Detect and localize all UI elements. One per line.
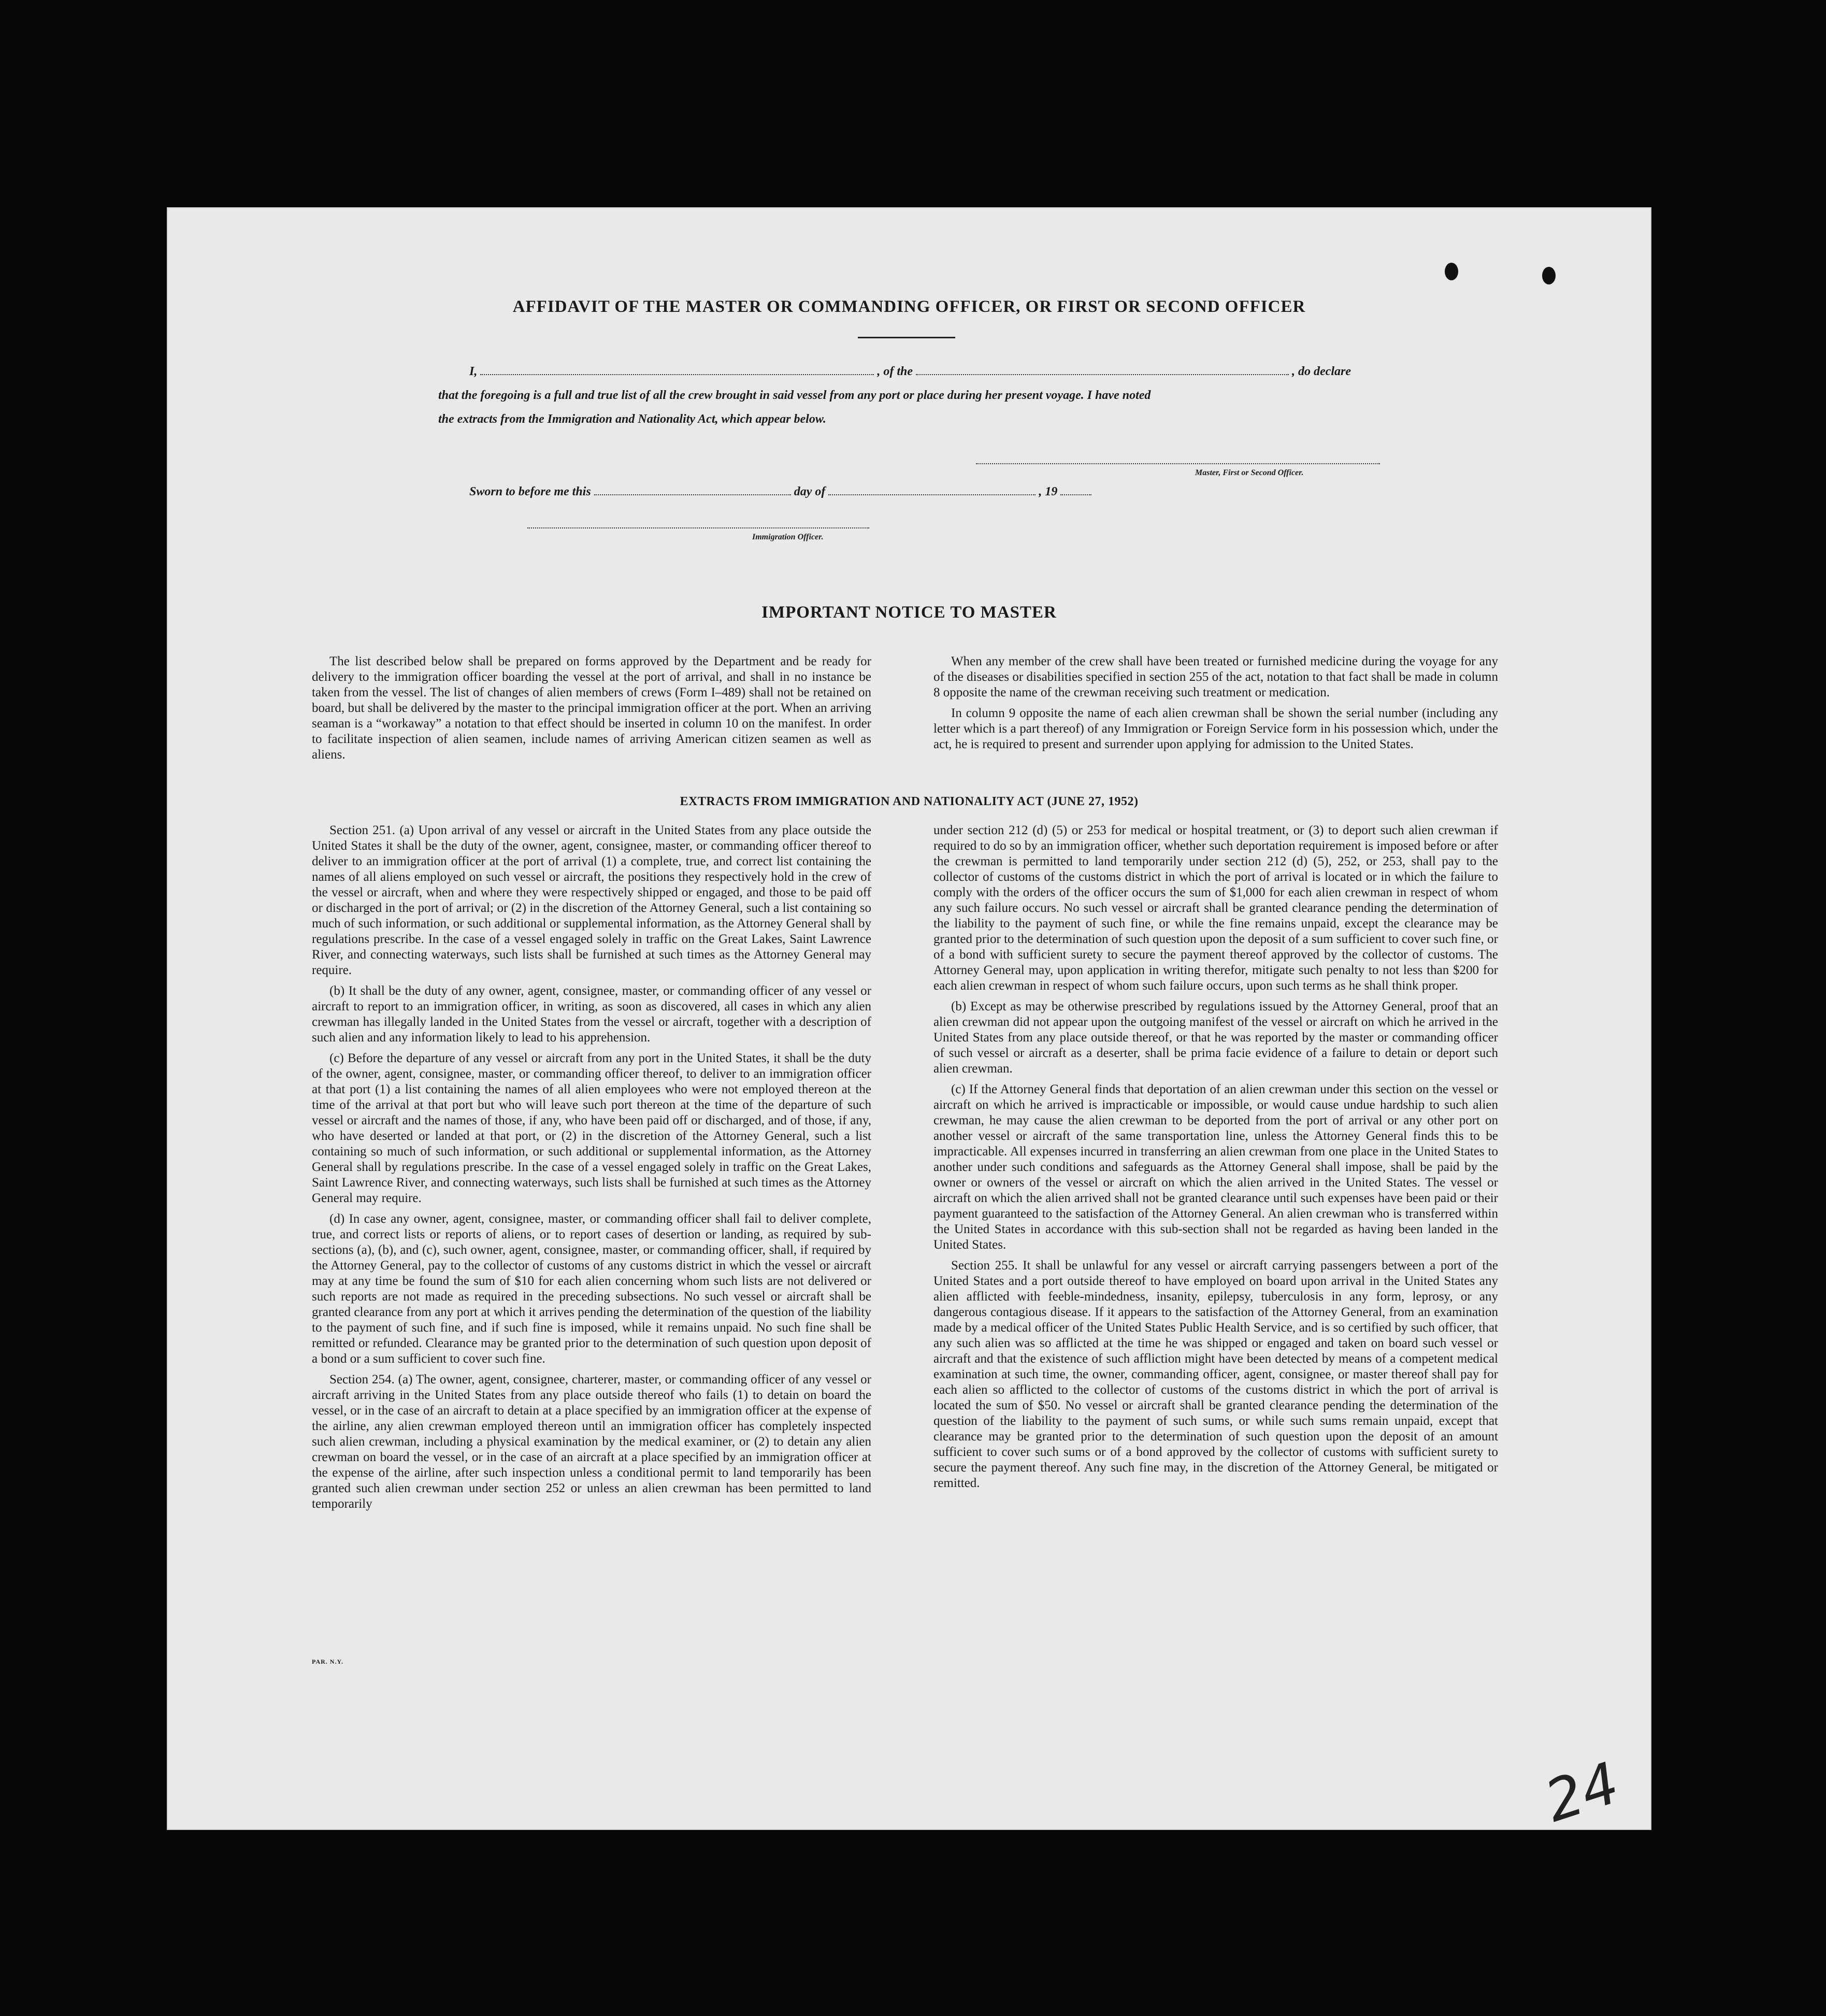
section-254-b: (b) Except as may be otherwise prescribed by regulations issued by the Attorney General, proof that an alien crewman did not appear upon the outgoing manifest of the vessel or aircraft on which he arrived in the United States from any place outside thereof, or that he was reported by the master or commanding officer of such vessel or aircraft as a deserter, shall be prima facie evidence of a failure to detain or deport such alien crewman.: [933, 999, 1498, 1076]
decl-i: I,: [469, 365, 478, 378]
declaration-line-2: that the foregoing is a full and true list of all the crew brought in said vessel from any port or place during her present voyage. I have noted: [438, 389, 1151, 402]
notice-right-paragraph-2: In column 9 opposite the name of each alien crewman shall be shown the serial number (including any letter which is a part thereof) of any Immigration or Foreign Service form in his possession which, under the act, he is required to present and surrender upon applying for admission to the United States.: [933, 706, 1498, 751]
notice-right-column: [933, 654, 1498, 752]
notice-title: IMPORTANT NOTICE TO MASTER: [761, 603, 1057, 622]
sworn-year-blank: [1060, 494, 1091, 495]
sworn-line: [469, 485, 1246, 499]
extracts-title: EXTRACTS FROM IMMIGRATION AND NATIONALITY ACT (JUNE 27, 1952): [680, 795, 1139, 808]
punch-hole-left: [1445, 263, 1458, 280]
section-251-b: (b) It shall be the duty of any owner, agent, consignee, master, or commanding officer of any vessel or aircraft to report to an immigration officer, in writing, as soon as discovered, all cases in which any alien crewman has illegally landed in the United States from the vessel or aircraft, together with a description of such alien and any information likely to lead to his apprehension.: [312, 984, 871, 1045]
declaration-line-3: the extracts from the Immigration and Nationality Act, which appear below.: [438, 412, 826, 426]
section-251-a: Section 251. (a) Upon arrival of any vessel or aircraft in the United States from any place outside the United States it shall be the duty of the owner, agent, consignee, master, or commanding officer thereof to deliver to an immigration officer at the port of arrival (1) a complete, true, and correct list containing the names of all aliens employed on such vessel or aircraft, the positions they respectively hold in the crew of the vessel or aircraft, when and where they were respectively shipped or engaged, and those to be paid off or discharged in the port of arrival; or (2) in the discretion of the Attorney General, such a list containing so much of such information, or such additional or supplemental information, as the Attorney General shall by regulations prescribe. In the case of a vessel engaged solely in traffic on the Great Lakes, Saint Lawrence River, and connecting waterways, such lists shall be furnished at such times as the Attorney General may require.: [312, 823, 871, 977]
decl-do-declare: , do declare: [1292, 365, 1351, 378]
decl-of-the: , of the: [877, 365, 913, 378]
year-prefix: , 19: [1039, 485, 1058, 498]
sworn-text: Sworn to before me this: [469, 485, 591, 498]
section-254-a: Section 254. (a) The owner, agent, consignee, charterer, master, or commanding officer of any vessel or aircraft arriving in the United States from any place outside thereof who fails (1) to detain on board the vessel, or in the case of an aircraft to detain at a place specified by an immigration officer at the expense of the airline, any alien crewman employed thereon until an immigration officer has completely inspected such alien crewman, including a physical examination by the medical examiner, or (2) to detain any alien crewman on board the vessel, or in the case of an aircraft at a place specified by an immigration officer at the expense of the airline, after such inspection unless a conditional permit to land temporarily has been granted such alien crewman under section 252 or unless an alien crewman has been permitted to land temporarily: [312, 1372, 871, 1511]
document-sheet: [167, 207, 1651, 1835]
printer-mark: PAR. N.Y.: [312, 1658, 344, 1665]
section-251-d: (d) In case any owner, agent, consignee, master, or commanding officer shall fail to deliver complete, true, and correct lists or reports of aliens, or to report cases of desertion or landing, as required by sub-sections (a), (b), and (c), such owner, agent, consignee, master, or commanding officer, shall, if required by the Attorney General, pay to the collector of customs of any customs district in which the vessel or aircraft may at any time be found the sum of $10 for each alien concerning whom such lists are not delivered or such reports are not made as required in the preceding subsections. No such vessel or aircraft shall be granted clearance from any port at which it arrives pending the determination of the question of the liability to the payment of such fine, and if such fine is imposed, while it remains unpaid. No such fine shall be remitted or refunded. Clearance may be granted prior to the determination of such question upon deposit of a bond or a sum sufficient to cover such fine.: [312, 1212, 871, 1366]
notice-left-paragraph: The list described below shall be prepared on forms approved by the Department and be ready for delivery to the immigration officer boarding the vessel at the port of arrival, and shall in no instance be taken from the vessel. The list of changes of alien members of crews (Form I–489) shall not be retained on board, but shall be delivered by the master to the principal immigration officer at the port. When an arriving seaman is a “workaway” a notation to that effect should be inserted in column 10 on the manifest. In order to facilitate inspection of alien seamen, include names of arriving American citizen seamen as well as aliens.: [312, 654, 871, 762]
vessel-blank: [916, 374, 1289, 375]
notice-left-column: [312, 654, 871, 763]
master-caption: Master, First or Second Officer.: [1195, 468, 1304, 477]
section-255: Section 255. It shall be unlawful for any vessel or aircraft carrying passengers between a port of the United States and a port outside thereof to have employed on board upon arrival in the United States any alien afflicted with feeble-mindedness, insanity, epilepsy, tuberculosis in any form, leprosy, or any dangerous contagious disease. If it appears to the satisfaction of the Attorney General, from an examination made by a medical officer of the United States Public Health Service, and is so certified by such officer, that any such alien was so afflicted at the time he was shipped or engaged and taken on board such vessel or aircraft and that the existence of such affliction might have been detected by means of a competent medical examination at such time, the owner, commanding officer, agent, consignee, or master thereof shall pay for each alien so afflicted to the collector of customs of the customs district in which the port of arrival is located the sum of $50. No vessel or aircraft shall be granted clearance pending the determination of the question of the liability to the payment of such sums, or while such sums remain unpaid, except that clearance may be granted prior to the determination of such question upon the deposit of an amount sufficient to cover such sums or of a bond approved by the collector of customs with sufficient surety to secure the payment thereof. Any such fine may, in the discretion of the Attorney General, be mitigated or remitted.: [933, 1259, 1498, 1490]
title-rule: [858, 337, 955, 338]
immigration-caption: Immigration Officer.: [752, 533, 824, 541]
punch-hole-right: [1542, 267, 1556, 284]
sworn-month-blank: [828, 494, 1036, 495]
immigration-signature-line: [527, 527, 869, 528]
extracts-right-column: [933, 823, 1498, 1491]
handwritten-page-mark: 24: [1537, 1749, 1627, 1835]
master-signature-line: [976, 463, 1380, 464]
extracts-left-column: [312, 823, 871, 1512]
section-254-c: (c) If the Attorney General finds that deportation of an alien crewman under this section on the vessel or aircraft on which he arrived is impracticable or impossible, or would cause undue hardship to such alien crewman, he may cause the alien crewman to be deported from the port of arrival or any other port on another vessel or aircraft of the same transportation line, unless the Attorney General finds this to be impracticable. All expenses incurred in transferring an alien crewman from one place in the United States to another under such conditions and safeguards as the Attorney General shall impose, shall be paid by the owner or owners of the vessel or aircraft on which the alien arrived in the United States. The vessel or aircraft on which the alien arrived shall not be granted clearance until such expenses have been paid or their payment guaranteed to the satisfaction of the Attorney General. An alien crewman who is transferred within the United States in accordance with this sub-section shall not be regarded as having been landed in the United States.: [933, 1082, 1498, 1252]
name-blank: [480, 374, 874, 375]
affidavit-title: AFFIDAVIT OF THE MASTER OR COMMANDING OFFICER, OR FIRST OR SECOND OFFICER: [512, 297, 1306, 316]
declaration-line-1: [469, 365, 1479, 379]
day-of-text: day of: [794, 485, 826, 498]
sworn-day-blank: [594, 494, 791, 495]
section-254-a-continued: under section 212 (d) (5) or 253 for medical or hospital treatment, or (3) to deport such alien crewman if required to do so by an immigration officer, whether such deportation requirement is imposed before or after the crewman is permitted to land temporarily under section 212 (d) (5), 252, or 253, shall pay to the collector of customs of the customs district in which the port of arrival is located or in which the failure to comply with the orders of the officer occurs the sum of $1,000 for each alien crewman in respect of whom any such failure occurs. No such vessel or aircraft shall be granted clearance pending the determination of the liability to the payment of such fine, or while the fine remains unpaid, except the clearance may be granted prior to the determination of such question upon the deposit of a sum sufficient to cover such fine, or of a bond with sufficient surety to secure the payment thereof approved by the collector of customs. The Attorney General may, upon application in writing therefor, mitigate such penalty to not less than $200 for each alien crewman in respect of whom such failure occurs, upon such terms as he shall think proper.: [933, 823, 1498, 993]
notice-right-paragraph-1: When any member of the crew shall have been treated or furnished medicine during the voyage for any of the diseases or disabilities specified in section 255 of the act, notation to that fact shall be made in column 8 opposite the name of the crewman receiving such treatment or medication.: [933, 654, 1498, 699]
section-251-c: (c) Before the departure of any vessel or aircraft from any port in the United States, it shall be the duty of the owner, agent, consignee, master, or commanding officer thereof, to deliver to an immigration officer at that port (1) a list containing the names of all alien employees who were not employed thereon at the time of the arrival at that port but who will leave such port thereon at the time of the departure of such vessel or aircraft and the names of those, if any, who have been paid off or discharged, and of those, if any, who have deserted or landed at that port, or (2) in the discretion of the Attorney General, such a list containing so much of such information, or such additional or supplemental information, as the Attorney General shall by regulations prescribe. In the case of a vessel engaged solely in traffic on the Great Lakes, Saint Lawrence River, and connecting waterways, such lists shall be furnished at such times as the Attorney General may require.: [312, 1051, 871, 1205]
